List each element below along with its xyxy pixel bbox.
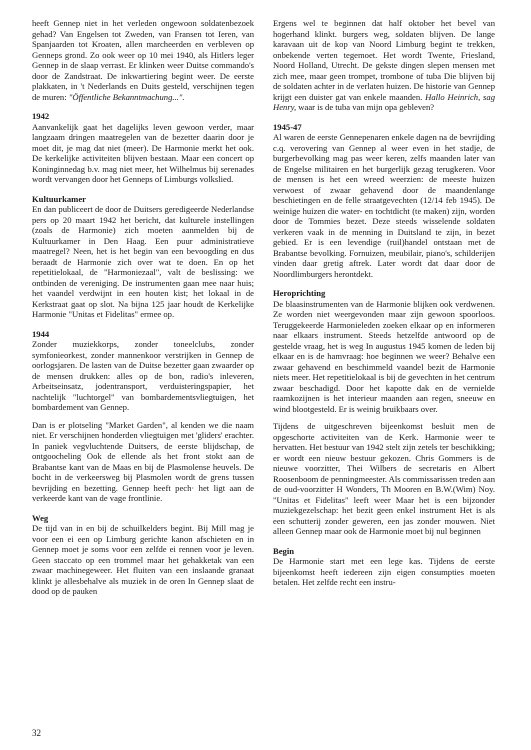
paragraph: heeft Gennep niet in het verleden ongewoon soldatenbezoek gehad? Van Engelsen tot Zweden, van Fransen tot Ieren, van Spanjaarden tot Kroaten, allen marcheerden en verbleven op Genneps grond. Zo ook weer op 10 mei 1940, als Hitlers leger Gennep in de slaap verrast. Er klinken weer Duitse commando's door de Zandstraat. De inkwartiering begint weer. De eerste plakkaten, in 't Nederlands en Duits gesteld, verschijnen tegen de muren: "Öffentliche Bekanntmachung...". [32,18,254,102]
section-heading-1942: 1942 [32,111,50,121]
paragraph: Ergens wel te beginnen dat half oktober het bevel van hogerhand klinkt. burgers weg, soldaten blijven. De lange karavaan uit de kop van Noord Limburg begint te trekken, onbekende verten tegemoet. Het wordt Twente, Friesland, Noord Holland, Utrecht. De gekste dingen slepen mensen met zich mee, maar geen trompet, trombone of tuba Die blijven bij de soldaten achter in de verlaten huizen. De historie van Gennep krijgt een duister gat van enkele maanden. Hallo Heinrich, sag Henry, waar is de tuba van mijn opa gebleven? [273,18,495,112]
section-heading-kultuurkamer: Kultuurkamer [32,193,86,204]
left-column [32,18,254,606]
quote: "Öffentliche Bekanntmachung...". [68,91,185,102]
section-heading-1945-47: 1945-47 [273,121,302,132]
section-heading-heroprichting: Heroprichting [273,288,326,298]
paragraph: De blaasinstrumenten van de Harmonie blijken ook verdwenen. Ze worden niet weergevonden maar zijn gewoon spoorloos. Teruggekeerde Harmonieleden zoeken elkaar op en informeren naar elkaars instrument. Steeds hetzelfde antwoord op de gestelde vraag, het is weg In augustus 1945 komen de leden bij elkaar en is de hamvraag: hoe beginnen we weer? Behalve een zwaar gehavend en beschimmeld vaandel bezit de Harmonie niets meer. Het repetitielokaal is bij de gevechten in het centrum zwaar beschadigd. Door het kapotte dak en de vernielde raamkozijnen is het interieur maanden aan regen, sneeuw en wind blootgesteld. Er is weinig bruikbaars over. [273,298,495,414]
paragraph: Al waren de eerste Gennepenaren enkele dagen na de bevrijding c.q. verovering van Gennep al weer even in het stadje, de burgerbevolking mag pas weer keren, zelfs maanden later van de Engelse militairen en het burgerlijk gezag terugkeren. Voor de mensen is het een wreed weerzien: de meeste huizen verwoest of zwaar gehavend door de maandenlange beschietingen en de felle straatgevechten (12/14 feb 1945). De weinige huizen die water- en tochtdicht (te maken) zijn, worden door de Tommies bezet. Deze steeds wisselende soldaten verkeren vaak in de menning in Duitsland te zijn, in bezet gebied. Er is een levendige (ruil)handel ontstaan met de Brabantse bevolking. Fornuizen, meubilair, piano's, schilderijen vinden daar gretig aftrek. Later wordt dat daar door de Noordlimburgers herontdekt. [273,132,495,279]
section-heading-1944: 1944 [32,328,50,339]
paragraph: En dan publiceert de door de Duitsers geredigeerde Nederlandse pers op 20 maart 1942 het bericht, dat kulturele instellingen (zoals de Harmonie) zich moeten aanmelden bij de Kultuurkamer in Den Haag. Een puur administratieve maatregel? Neen, het is het begin van een bevoogding en dus beraadt de Harmonie zich over wat te doen. En op het repetitielokaal, de "Harmoniezaal", valt de beslissing: we ontbinden de vereniging. De instrumenten gaan mee naar huis; het vaandel verdwijnt in een houten kist; het lokaal in de Kerkstraat gaat op slot. Na bijna 125 jaar houdt de Kerkelijke Harmonie "Unitas et Fidelitas" ermee op. [32,204,254,319]
paragraph: Tijdens de uitgeschreven bijeenkomst besluit men de opgeschorte activiteiten van de Kerk. Harmonie weer te hervatten. Het bestuur van 1942 stelt zijn zetels ter beschikking; er wordt een nieuw bestuur gekozen. Chris Gommers is de nieuwe voorzitter, Thei Wilbers de secretaris en Albert Roosenboom de penningmeester. Als commissarissen treden aan de oud-voorzitter H Wonders, Th Mooren en B.W.(Wim) Noy. "Unitas et Fidelitas" leeft weer Maar het is een bijzonder muziekgezelschap: het bezit geen enkel instrument Het is als een schutterij zonder geweren, een jas zonder mouwen. Niet alleen Gennep maar ook de Harmonie moet bij nul beginnen [273,421,495,536]
paragraph: Aanvankelijk gaat het dagelijks leven gewoon verder, maar langzaam dringen maatregelen van de bezetter daarin door je moet dit, je mag dat niet (meer). De Harmonie merkt het ook. De kerkelijke activiteiten blijven bestaan. Maar een concert op Koninginnedag b.v. mag niet meer, het Wilhelmus bij serenades wordt vervangen door het Genneps of Limburgs volkslied. [32,121,254,184]
paragraph: Zonder muziekkorps, zonder toneelclubs, zonder symfonieorkest, zonder mannenkoor verstrijken in Gennep de oorlogsjaren. De lasten van de Duitse bezetter gaan zwaarder op de mensen drukken: alles op de bon, radio's inleveren, Arbeitseinsatz, jodentransport, verduisteringspapier, het nachtelijk "luchtorgel" van bombardementsvliegtuigen, het bombardement van Gennep. [32,339,254,412]
paragraph: De Harmonie start met een lege kas. Tijdens de eerste bijeenkomst heeft iedereen zijn eigen consumpties moeten betalen. Het zelfde recht een instru- [273,556,495,587]
quote: Hallo Heinrich, sag Henry, [273,91,495,112]
section-heading-weg: Weg [32,512,49,523]
paragraph: De tijd van in en bij de schuilkelders begint. Bij Mill mag je voor een ei een op Limburg gerichte kanon afschieten en in Gennep moet je soms voor een zelfde ei rennen voor je leven. Geen staccato op een trommel maar het gehakketak van een zwaar machinegeweer. Het fluiten van een inslaande granaat klinkt je allesbehalve als muziek in de oren In Gennep slaat de dood op de pauken [32,523,254,596]
section-heading-begin: Begin [273,545,295,556]
right-column [273,18,495,597]
paragraph: Dan is er plotseling "Market Garden", al kenden we die naam niet. Er verschijnen honderden vliegtuigen met 'gliders' erachter. In paniek vegvluchtende Duitsers, de eerste blijdschap, de ontgoocheling Ook de ellende als het front stokt aan de Brabantse kant van de Maas en bij de Plasmolense heuvels. De bocht in de verkeersweg bij Plasmolen wordt de grens tussen bevrijding en bezetting. Gennep heeft pech· het ligt aan de verkeerde kant van de vage frontlinie. [32,419,254,503]
page-number: 32 [32,728,41,738]
